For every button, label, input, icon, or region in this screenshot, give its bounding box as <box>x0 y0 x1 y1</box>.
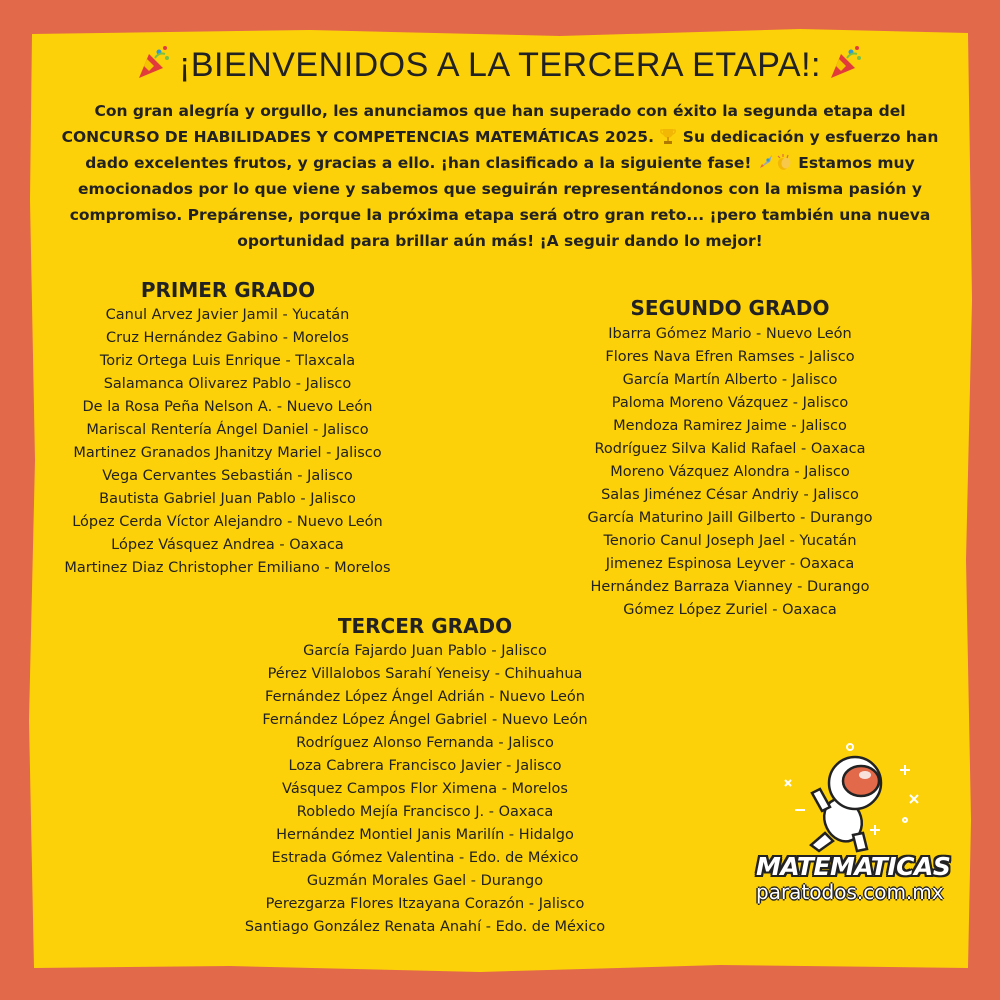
party-popper-icon <box>827 44 865 82</box>
student-entry: Martinez Granados Jhanitzy Mariel - Jalisco <box>73 445 382 461</box>
intro-paragraph <box>60 98 940 254</box>
student-entry: García Fajardo Juan Pablo - Jalisco <box>303 643 547 659</box>
student-entry: Hernández Barraza Vianney - Durango <box>590 579 870 595</box>
first-grade-title: PRIMER GRADO <box>140 278 316 302</box>
third-grade-title: TERCER GRADO <box>337 614 513 638</box>
student-entry: López Cerda Víctor Alejandro - Nuevo León <box>72 514 383 530</box>
third-grade-list <box>205 640 645 939</box>
second-grade-list <box>545 323 915 622</box>
student-entry: Gómez López Zuriel - Oaxaca <box>623 602 837 618</box>
student-entry: Perezgarza Flores Itzayana Corazón - Jalisco <box>265 896 585 912</box>
student-entry: Ibarra Gómez Mario - Nuevo León <box>608 326 852 342</box>
student-entry: Loza Cabrera Francisco Javier - Jalisco <box>288 758 562 774</box>
intro-part-2: Su dedicación y esfuerzo han dado excelentes frutos, y gracias a ello. ¡han clasificado a la siguiente fase! <box>85 128 939 172</box>
logo-text-domain: paratodos.com.mx <box>756 880 944 904</box>
logo-text-main: MATEMATICAS <box>756 852 951 881</box>
student-entry: Pérez Villalobos Sarahí Yeneisy - Chihuahua <box>267 666 583 682</box>
title-text: ¡BIENVENIDOS A LA TERCERA ETAPA!: <box>179 46 821 84</box>
second-grade-title: SEGUNDO GRADO <box>630 296 830 320</box>
student-entry: Robledo Mejía Francisco J. - Oaxaca <box>296 804 554 820</box>
student-entry: García Maturino Jaill Gilberto - Durango <box>587 510 873 526</box>
intro-part-3: Estamos muy emocionados por lo que viene y sabemos que seguirán representándonos con la misma pasión y compromiso. Prepárense, porque la próxima etapa será otro gran reto... ¡pero también una nueva oportunidad para brillar aún más! ¡A seguir dando lo mejor! <box>69 154 931 250</box>
student-entry: Bautista Gabriel Juan Pablo - Jalisco <box>99 491 356 507</box>
student-entry: López Vásquez Andrea - Oaxaca <box>111 537 344 553</box>
student-entry: Rodríguez Silva Kalid Rafael - Oaxaca <box>594 441 866 457</box>
student-entry: De la Rosa Peña Nelson A. - Nuevo León <box>82 399 373 415</box>
student-entry: Santiago González Renata Anahí - Edo. de México <box>244 919 606 935</box>
student-entry: García Martín Alberto - Jalisco <box>622 372 838 388</box>
party-popper-icon <box>135 44 173 82</box>
student-entry: Flores Nava Efren Ramses - Jalisco <box>605 349 855 365</box>
student-entry: Salas Jiménez César Andriy - Jalisco <box>601 487 859 503</box>
clapping-hands-icon <box>775 153 793 171</box>
student-entry: Vásquez Campos Flor Ximena - Morelos <box>282 781 568 797</box>
intro-part-1: Con gran alegría y orgullo, les anunciamos que han superado con éxito la segunda etapa del CONCURSO DE HABILIDADES Y COMPETENCIAS MATEMÁTICAS 2025. <box>61 102 906 146</box>
rocket-icon <box>757 153 775 171</box>
student-entry: Fernández López Ángel Adrián - Nuevo León <box>265 689 585 705</box>
student-entry: Martinez Diaz Christopher Emiliano - Morelos <box>64 560 391 576</box>
student-entry: Cruz Hernández Gabino - Morelos <box>106 330 349 346</box>
first-grade-list <box>30 304 425 580</box>
page-title <box>0 44 1000 85</box>
student-entry: Paloma Moreno Vázquez - Jalisco <box>611 395 849 411</box>
trophy-icon <box>659 127 677 145</box>
student-entry: Hernández Montiel Janis Marilín - Hidalgo <box>276 827 574 843</box>
student-entry: Vega Cervantes Sebastián - Jalisco <box>102 468 353 484</box>
student-entry: Mariscal Rentería Ángel Daniel - Jalisco <box>86 422 369 438</box>
student-entry: Guzmán Morales Gael - Durango <box>306 873 544 889</box>
student-entry: Tenorio Canul Joseph Jael - Yucatán <box>603 533 857 549</box>
student-entry: Salamanca Olivarez Pablo - Jalisco <box>103 376 352 392</box>
student-entry: Jimenez Espinosa Leyver - Oaxaca <box>605 556 855 572</box>
student-entry: Fernández López Ángel Gabriel - Nuevo León <box>262 712 588 728</box>
student-entry: Estrada Gómez Valentina - Edo. de México <box>271 850 579 866</box>
student-entry: Rodríguez Alonso Fernanda - Jalisco <box>296 735 554 751</box>
student-entry: Mendoza Ramirez Jaime - Jalisco <box>613 418 847 434</box>
student-entry: Moreno Vázquez Alondra - Jalisco <box>610 464 850 480</box>
student-entry: Toriz Ortega Luis Enrique - Tlaxcala <box>99 353 356 369</box>
student-entry: Canul Arvez Javier Jamil - Yucatán <box>105 307 350 323</box>
